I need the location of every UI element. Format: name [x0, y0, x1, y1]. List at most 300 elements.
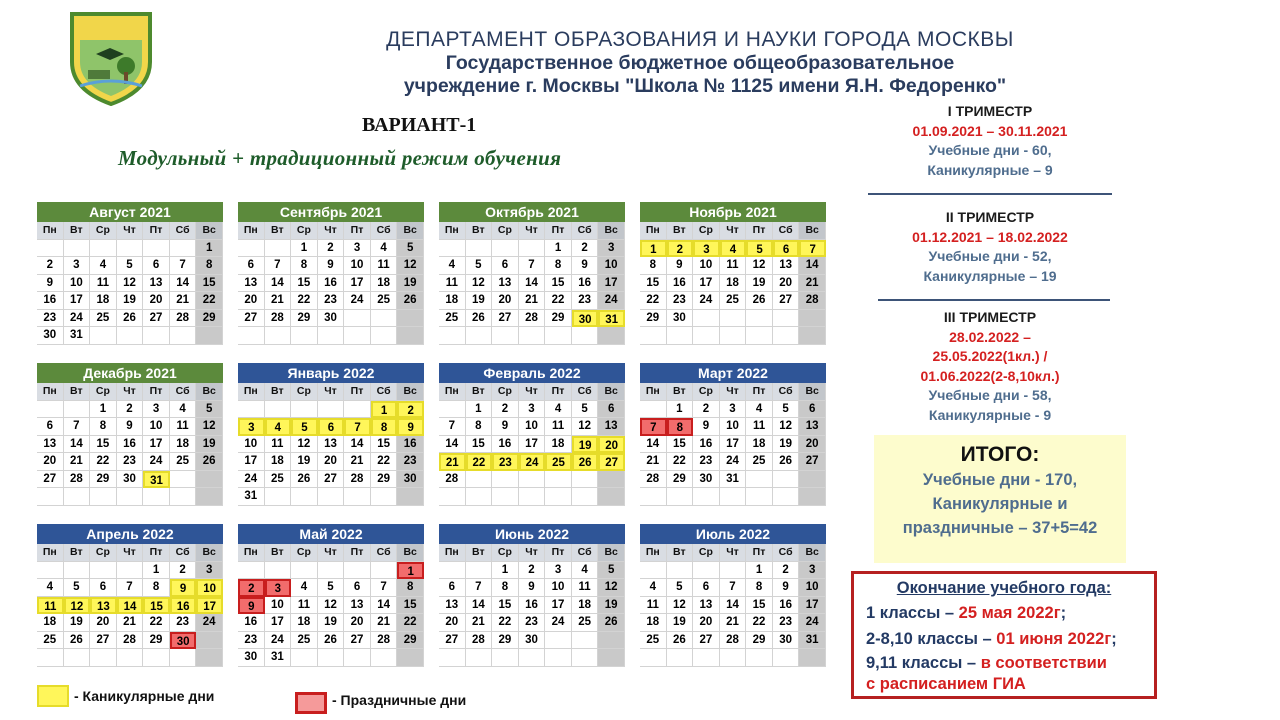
empty-day-cell: [265, 327, 292, 345]
day-cell: 13: [37, 436, 64, 454]
empty-day-cell: [693, 562, 720, 580]
empty-day-cell: [746, 488, 773, 506]
empty-day-cell: [64, 240, 91, 258]
month-title: Июнь 2022: [439, 524, 625, 544]
day-cell: 25: [720, 292, 747, 310]
trimester-title: I ТРИМЕСТР: [947, 103, 1033, 119]
trimester-3: [868, 308, 1112, 425]
public-holiday-swatch: [295, 692, 327, 714]
day-cell: 15: [196, 275, 223, 293]
day-cell: 18: [439, 292, 466, 310]
weekday-header: Ср: [693, 222, 720, 240]
day-cell: 15: [371, 436, 398, 454]
day-cell: 11: [439, 275, 466, 293]
day-cell: 20: [238, 292, 265, 310]
day-cell: 6: [318, 418, 345, 436]
empty-day-cell: [397, 327, 424, 345]
day-cell: 5: [117, 257, 144, 275]
month-calendar: [238, 363, 424, 506]
empty-day-cell: [196, 327, 223, 345]
day-cell: 6: [37, 418, 64, 436]
day-cell: 26: [117, 310, 144, 328]
day-cell: 13: [439, 597, 466, 615]
day-cell: 30: [170, 632, 197, 650]
end-of-year-title: Окончание учебного года:: [896, 579, 1112, 597]
day-cell: 2: [492, 401, 519, 419]
empty-day-cell: [572, 488, 599, 506]
day-cell: 28: [720, 632, 747, 650]
day-cell: 28: [371, 632, 398, 650]
day-cell: 15: [466, 436, 493, 454]
day-cell: 5: [598, 562, 625, 580]
month-calendar: [439, 202, 625, 345]
empty-day-cell: [37, 401, 64, 419]
day-cell: 15: [667, 436, 694, 454]
day-cell: 5: [397, 240, 424, 258]
day-cell: 6: [344, 579, 371, 597]
day-cell: 30: [117, 471, 144, 489]
day-cell: 10: [196, 579, 223, 597]
weekday-header: Чт: [117, 544, 144, 562]
day-cell: 13: [773, 257, 800, 275]
day-cell: 9: [773, 579, 800, 597]
weekday-header: Сб: [773, 222, 800, 240]
weekday-header: Ср: [291, 544, 318, 562]
day-cell: 23: [397, 453, 424, 471]
day-cell: 3: [143, 401, 170, 419]
day-cell: 24: [344, 292, 371, 310]
empty-day-cell: [466, 562, 493, 580]
day-cell: 17: [344, 275, 371, 293]
weekday-header: Пн: [439, 544, 466, 562]
empty-day-cell: [170, 649, 197, 667]
day-cell: 21: [64, 453, 91, 471]
day-cell: 8: [371, 418, 398, 436]
end-row-grade-1: 1 классы – 25 мая 2022г;: [866, 604, 1067, 622]
day-cell: 25: [170, 453, 197, 471]
day-cell: 31: [598, 310, 625, 328]
empty-day-cell: [598, 327, 625, 345]
day-cell: 3: [64, 257, 91, 275]
end-row-date: 25 мая 2022г: [958, 604, 1061, 622]
empty-day-cell: [572, 632, 599, 650]
empty-day-cell: [466, 649, 493, 667]
day-cell: 27: [693, 632, 720, 650]
day-cell: 3: [196, 562, 223, 580]
day-cell: 15: [640, 275, 667, 293]
day-cell: 18: [720, 275, 747, 293]
day-cell: 1: [746, 562, 773, 580]
day-cell: 12: [117, 275, 144, 293]
trimester-vacation-days: Каникулярные – 9: [927, 161, 1053, 178]
day-cell: 26: [598, 614, 625, 632]
day-cell: 28: [344, 471, 371, 489]
empty-day-cell: [90, 240, 117, 258]
day-cell: 27: [773, 292, 800, 310]
empty-day-cell: [439, 401, 466, 419]
day-cell: 6: [799, 401, 826, 419]
empty-day-cell: [37, 649, 64, 667]
day-cell: 13: [344, 597, 371, 615]
day-cell: 21: [519, 292, 546, 310]
weekday-header: Вт: [667, 544, 694, 562]
day-cell: 12: [466, 275, 493, 293]
empty-day-cell: [265, 488, 292, 506]
day-cell: 1: [291, 240, 318, 258]
day-cell: 18: [37, 614, 64, 632]
day-cell: 24: [545, 614, 572, 632]
day-cell: 22: [640, 292, 667, 310]
empty-day-cell: [466, 327, 493, 345]
empty-day-cell: [693, 649, 720, 667]
day-cell: 11: [545, 418, 572, 436]
weekday-header: Вс: [397, 544, 424, 562]
weekday-header: Ср: [492, 544, 519, 562]
day-cell: 21: [344, 453, 371, 471]
day-cell: 23: [667, 292, 694, 310]
month-days-grid: [640, 222, 826, 345]
empty-day-cell: [344, 562, 371, 580]
day-cell: 7: [117, 579, 144, 597]
day-cell: 20: [598, 436, 625, 454]
weekday-header: Ср: [291, 222, 318, 240]
day-cell: 11: [37, 597, 64, 615]
day-cell: 12: [598, 579, 625, 597]
day-cell: 26: [196, 453, 223, 471]
day-cell: 1: [196, 240, 223, 258]
weekday-header: Пт: [746, 544, 773, 562]
weekday-header: Чт: [720, 222, 747, 240]
day-cell: 26: [773, 453, 800, 471]
day-cell: 11: [265, 436, 292, 454]
weekday-header: Пн: [238, 222, 265, 240]
weekday-header: Сб: [371, 222, 398, 240]
day-cell: 17: [238, 453, 265, 471]
day-cell: 2: [117, 401, 144, 419]
day-cell: 9: [667, 257, 694, 275]
day-cell: 8: [492, 579, 519, 597]
day-cell: 23: [572, 292, 599, 310]
empty-day-cell: [291, 649, 318, 667]
day-cell: 24: [238, 471, 265, 489]
month-title: Декабрь 2021: [37, 363, 223, 383]
trimester-title: II ТРИМЕСТР: [945, 209, 1035, 225]
day-cell: 19: [64, 614, 91, 632]
weekday-header: Чт: [117, 222, 144, 240]
empty-day-cell: [90, 562, 117, 580]
day-cell: 13: [799, 418, 826, 436]
weekday-header: Сб: [773, 383, 800, 401]
day-cell: 17: [143, 436, 170, 454]
empty-day-cell: [291, 401, 318, 419]
end-row-label: 9,11 классы –: [866, 654, 981, 672]
empty-day-cell: [720, 649, 747, 667]
weekday-header: Пт: [143, 544, 170, 562]
empty-day-cell: [318, 401, 345, 419]
empty-day-cell: [90, 488, 117, 506]
day-cell: 10: [64, 275, 91, 293]
day-cell: 20: [344, 614, 371, 632]
empty-day-cell: [519, 327, 546, 345]
day-cell: 24: [64, 310, 91, 328]
day-cell: 10: [143, 418, 170, 436]
empty-day-cell: [344, 649, 371, 667]
weekday-header: Пт: [746, 222, 773, 240]
empty-day-cell: [466, 471, 493, 489]
weekday-header: Пн: [37, 222, 64, 240]
empty-day-cell: [64, 562, 91, 580]
weekday-header: Чт: [720, 383, 747, 401]
day-cell: 11: [90, 275, 117, 293]
empty-day-cell: [492, 240, 519, 258]
trimester-1: [868, 102, 1112, 180]
empty-day-cell: [318, 488, 345, 506]
empty-day-cell: [720, 327, 747, 345]
day-cell: 22: [667, 453, 694, 471]
day-cell: 20: [37, 453, 64, 471]
month-days-grid: [238, 383, 424, 506]
day-cell: 7: [371, 579, 398, 597]
day-cell: 2: [238, 579, 265, 597]
day-cell: 19: [466, 292, 493, 310]
empty-day-cell: [117, 562, 144, 580]
day-cell: 18: [265, 453, 292, 471]
month-calendar: [439, 363, 625, 506]
empty-day-cell: [572, 649, 599, 667]
day-cell: 3: [344, 240, 371, 258]
empty-day-cell: [598, 632, 625, 650]
day-cell: 10: [598, 257, 625, 275]
day-cell: 9: [519, 579, 546, 597]
empty-day-cell: [519, 649, 546, 667]
empty-day-cell: [371, 488, 398, 506]
month-days-grid: [439, 383, 625, 506]
day-cell: 30: [37, 327, 64, 345]
day-cell: 7: [640, 418, 667, 436]
empty-day-cell: [371, 562, 398, 580]
empty-day-cell: [371, 649, 398, 667]
day-cell: 1: [667, 401, 694, 419]
day-cell: 29: [397, 632, 424, 650]
empty-day-cell: [344, 401, 371, 419]
day-cell: 23: [693, 453, 720, 471]
weekday-header: Вс: [799, 544, 826, 562]
empty-day-cell: [640, 562, 667, 580]
day-cell: 25: [572, 614, 599, 632]
month-calendar: [439, 524, 625, 667]
day-cell: 19: [572, 436, 599, 454]
month-days-grid: [37, 383, 223, 506]
day-cell: 8: [143, 579, 170, 597]
weekday-header: Пт: [344, 544, 371, 562]
day-cell: 26: [318, 632, 345, 650]
weekday-header: Вс: [799, 383, 826, 401]
day-cell: 5: [466, 257, 493, 275]
day-cell: 27: [439, 632, 466, 650]
day-cell: 28: [170, 310, 197, 328]
weekday-header: Вс: [397, 222, 424, 240]
empty-day-cell: [667, 488, 694, 506]
empty-day-cell: [720, 562, 747, 580]
empty-day-cell: [598, 649, 625, 667]
weekday-header: Вт: [64, 544, 91, 562]
day-cell: 14: [371, 597, 398, 615]
day-cell: 16: [667, 275, 694, 293]
weekday-header: Пн: [640, 222, 667, 240]
empty-day-cell: [466, 488, 493, 506]
day-cell: 22: [291, 292, 318, 310]
day-cell: 24: [519, 453, 546, 471]
day-cell: 6: [773, 240, 800, 258]
day-cell: 31: [64, 327, 91, 345]
day-cell: 20: [90, 614, 117, 632]
weekday-header: Сб: [572, 222, 599, 240]
weekday-header: Пт: [545, 544, 572, 562]
day-cell: 16: [170, 597, 197, 615]
weekday-header: Чт: [117, 383, 144, 401]
empty-day-cell: [799, 649, 826, 667]
weekday-header: Сб: [170, 544, 197, 562]
holiday-legend-label: - Каникулярные дни: [74, 688, 215, 704]
weekday-header: Сб: [572, 544, 599, 562]
day-cell: 20: [318, 453, 345, 471]
day-cell: 19: [291, 453, 318, 471]
day-cell: 13: [693, 597, 720, 615]
day-cell: 8: [466, 418, 493, 436]
empty-day-cell: [117, 327, 144, 345]
day-cell: 27: [598, 453, 625, 471]
day-cell: 3: [720, 401, 747, 419]
weekday-header: Вт: [64, 222, 91, 240]
month-title: Апрель 2022: [37, 524, 223, 544]
day-cell: 15: [291, 275, 318, 293]
weekday-header: Сб: [170, 222, 197, 240]
end-of-year-box: [851, 571, 1157, 699]
weekday-header: Пт: [143, 222, 170, 240]
day-cell: 4: [720, 240, 747, 258]
day-cell: 20: [439, 614, 466, 632]
day-cell: 13: [90, 597, 117, 615]
day-cell: 19: [667, 614, 694, 632]
day-cell: 1: [397, 562, 424, 580]
end-row-date: 01 июня 2022г: [996, 630, 1112, 648]
empty-day-cell: [117, 488, 144, 506]
empty-day-cell: [291, 327, 318, 345]
day-cell: 2: [170, 562, 197, 580]
end-row-grades-9-11-cont: [866, 675, 1026, 694]
empty-day-cell: [492, 471, 519, 489]
day-cell: 12: [746, 257, 773, 275]
day-cell: 12: [196, 418, 223, 436]
weekday-header: Пн: [640, 383, 667, 401]
empty-day-cell: [371, 310, 398, 328]
day-cell: 7: [799, 240, 826, 258]
empty-day-cell: [799, 327, 826, 345]
day-cell: 8: [196, 257, 223, 275]
month-days-grid: [37, 544, 223, 667]
day-cell: 14: [64, 436, 91, 454]
day-cell: 27: [143, 310, 170, 328]
day-cell: 26: [667, 632, 694, 650]
weekday-header: Пт: [545, 222, 572, 240]
empty-day-cell: [318, 649, 345, 667]
empty-day-cell: [720, 488, 747, 506]
trimester-study-days: Учебные дни - 52,: [928, 248, 1052, 264]
day-cell: 13: [318, 436, 345, 454]
day-cell: 31: [720, 471, 747, 489]
day-cell: 25: [265, 471, 292, 489]
day-cell: 10: [519, 418, 546, 436]
day-cell: 3: [799, 562, 826, 580]
trimester-title: III ТРИМЕСТР: [943, 309, 1037, 325]
end-row-label: 2-8,10 классы –: [866, 630, 997, 648]
day-cell: 6: [90, 579, 117, 597]
total-box: [874, 435, 1126, 563]
day-cell: 21: [371, 614, 398, 632]
weekday-header: Пт: [545, 383, 572, 401]
empty-day-cell: [667, 327, 694, 345]
empty-day-cell: [773, 649, 800, 667]
day-cell: 17: [693, 275, 720, 293]
day-cell: 16: [519, 597, 546, 615]
month-calendar: [640, 524, 826, 667]
trimester-study-days: Учебные дни - 58,: [928, 387, 1052, 403]
empty-day-cell: [170, 471, 197, 489]
day-cell: 17: [519, 436, 546, 454]
empty-day-cell: [746, 649, 773, 667]
day-cell: 25: [640, 632, 667, 650]
day-cell: 9: [170, 579, 197, 597]
day-cell: 9: [693, 418, 720, 436]
month-days-grid: [439, 544, 625, 667]
day-cell: 15: [746, 597, 773, 615]
empty-day-cell: [90, 649, 117, 667]
day-cell: 30: [519, 632, 546, 650]
day-cell: 24: [799, 614, 826, 632]
empty-day-cell: [439, 488, 466, 506]
month-calendar: [37, 363, 223, 506]
day-cell: 4: [291, 579, 318, 597]
day-cell: 14: [466, 597, 493, 615]
day-cell: 1: [640, 240, 667, 258]
study-mode-title: Модульный + традиционный режим обучения: [118, 146, 562, 170]
day-cell: 18: [572, 597, 599, 615]
day-cell: 24: [143, 453, 170, 471]
day-cell: 31: [799, 632, 826, 650]
day-cell: 27: [318, 471, 345, 489]
empty-day-cell: [37, 562, 64, 580]
day-cell: 3: [265, 579, 292, 597]
weekday-header: Пт: [344, 383, 371, 401]
end-row-grades-2-8-10: 2-8,10 классы – 01 июня 2022г;: [866, 630, 1117, 648]
day-cell: 12: [64, 597, 91, 615]
day-cell: 6: [238, 257, 265, 275]
day-cell: 5: [667, 579, 694, 597]
day-cell: 18: [640, 614, 667, 632]
empty-day-cell: [545, 471, 572, 489]
empty-day-cell: [397, 488, 424, 506]
day-cell: 24: [265, 632, 292, 650]
day-cell: 17: [720, 436, 747, 454]
day-cell: 22: [371, 453, 398, 471]
day-cell: 30: [238, 649, 265, 667]
empty-day-cell: [545, 327, 572, 345]
weekday-header: Ср: [90, 383, 117, 401]
variant-title: ВАРИАНТ-1: [362, 114, 477, 136]
day-cell: 14: [640, 436, 667, 454]
day-cell: 29: [291, 310, 318, 328]
day-cell: 28: [799, 292, 826, 310]
